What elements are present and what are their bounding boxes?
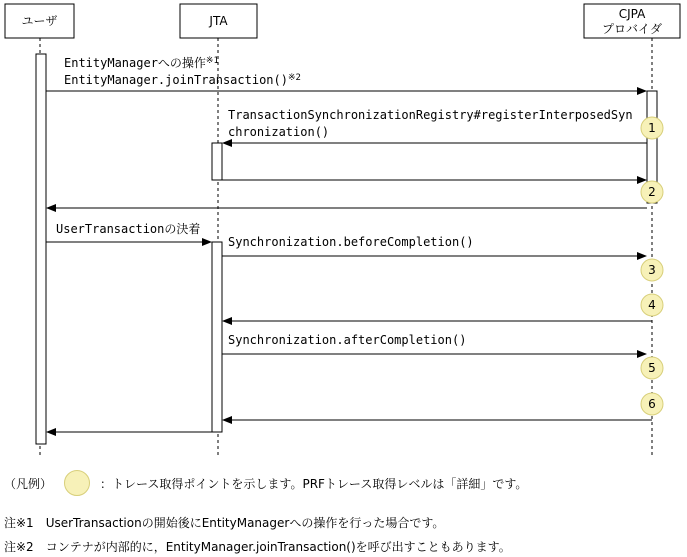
trace-point-5 xyxy=(641,357,663,379)
trace-point-6 xyxy=(641,393,663,415)
svg-text:6: 6 xyxy=(648,397,656,411)
trace-point-1 xyxy=(641,117,663,139)
legend-prefix: （凡例） xyxy=(4,476,53,491)
message-2-line-1: TransactionSynchronizationRegistry#registerInterposedSyn xyxy=(228,108,633,122)
actor-jta xyxy=(180,4,257,38)
note-ref-2: ※2 xyxy=(287,73,301,83)
footnote-1: 注※1 UserTransactionの開始後にEntityManagerへの操作を行った場合です。 xyxy=(4,516,445,530)
message-5-label: Synchronization.afterCompletion() xyxy=(228,333,467,347)
actor-user-label: ユーザ xyxy=(21,14,58,28)
svg-text:2: 2 xyxy=(648,185,656,199)
message-entity-manager-operation xyxy=(46,55,646,91)
note-ref-1: ※1 xyxy=(205,56,219,66)
message-4-label: Synchronization.beforeCompletion() xyxy=(228,235,474,249)
message-before-completion xyxy=(222,235,646,256)
svg-text:5: 5 xyxy=(648,361,656,375)
trace-point-4 xyxy=(641,294,663,316)
message-user-transaction-completion xyxy=(46,221,211,242)
svg-text:3: 3 xyxy=(648,263,656,277)
message-1-line-2: EntityManager.joinTransaction() xyxy=(64,73,288,87)
legend xyxy=(4,470,527,496)
actor-cjpa-label-1: CJPA xyxy=(618,7,646,21)
message-2-line-2: chronization() xyxy=(228,125,330,139)
actor-cjpa xyxy=(584,4,680,38)
trace-point-3 xyxy=(641,259,663,281)
message-register-interposed-synchronization xyxy=(223,108,647,143)
activation-jta-1 xyxy=(212,143,222,180)
message-3-label: UserTransactionの決着 xyxy=(56,222,201,236)
actor-jta-label: JTA xyxy=(209,14,228,28)
footnote-2: 注※2 コンテナが内部的に，EntityManager.joinTransaction()を呼び出すこともあります。 xyxy=(4,540,511,554)
legend-text: ：トレース取得ポイントを示します。PRFトレース取得レベルは「詳細」です。 xyxy=(100,476,528,491)
actor-user xyxy=(5,4,74,38)
svg-text:1: 1 xyxy=(648,121,656,135)
message-after-completion xyxy=(222,333,646,354)
trace-point-2 xyxy=(641,181,663,203)
activation-jta-2 xyxy=(212,242,222,432)
svg-text:EntityManagerへの操作※1 xyxy=(64,55,219,70)
activation-user xyxy=(36,54,46,444)
svg-text:4: 4 xyxy=(648,298,656,312)
actor-cjpa-label-2: プロバイダ xyxy=(601,22,663,36)
message-1-line-1: EntityManagerへの操作 xyxy=(64,56,206,70)
trace-point-legend-icon xyxy=(64,470,90,496)
svg-text:EntityManager.joinTransaction( xyxy=(64,73,301,87)
